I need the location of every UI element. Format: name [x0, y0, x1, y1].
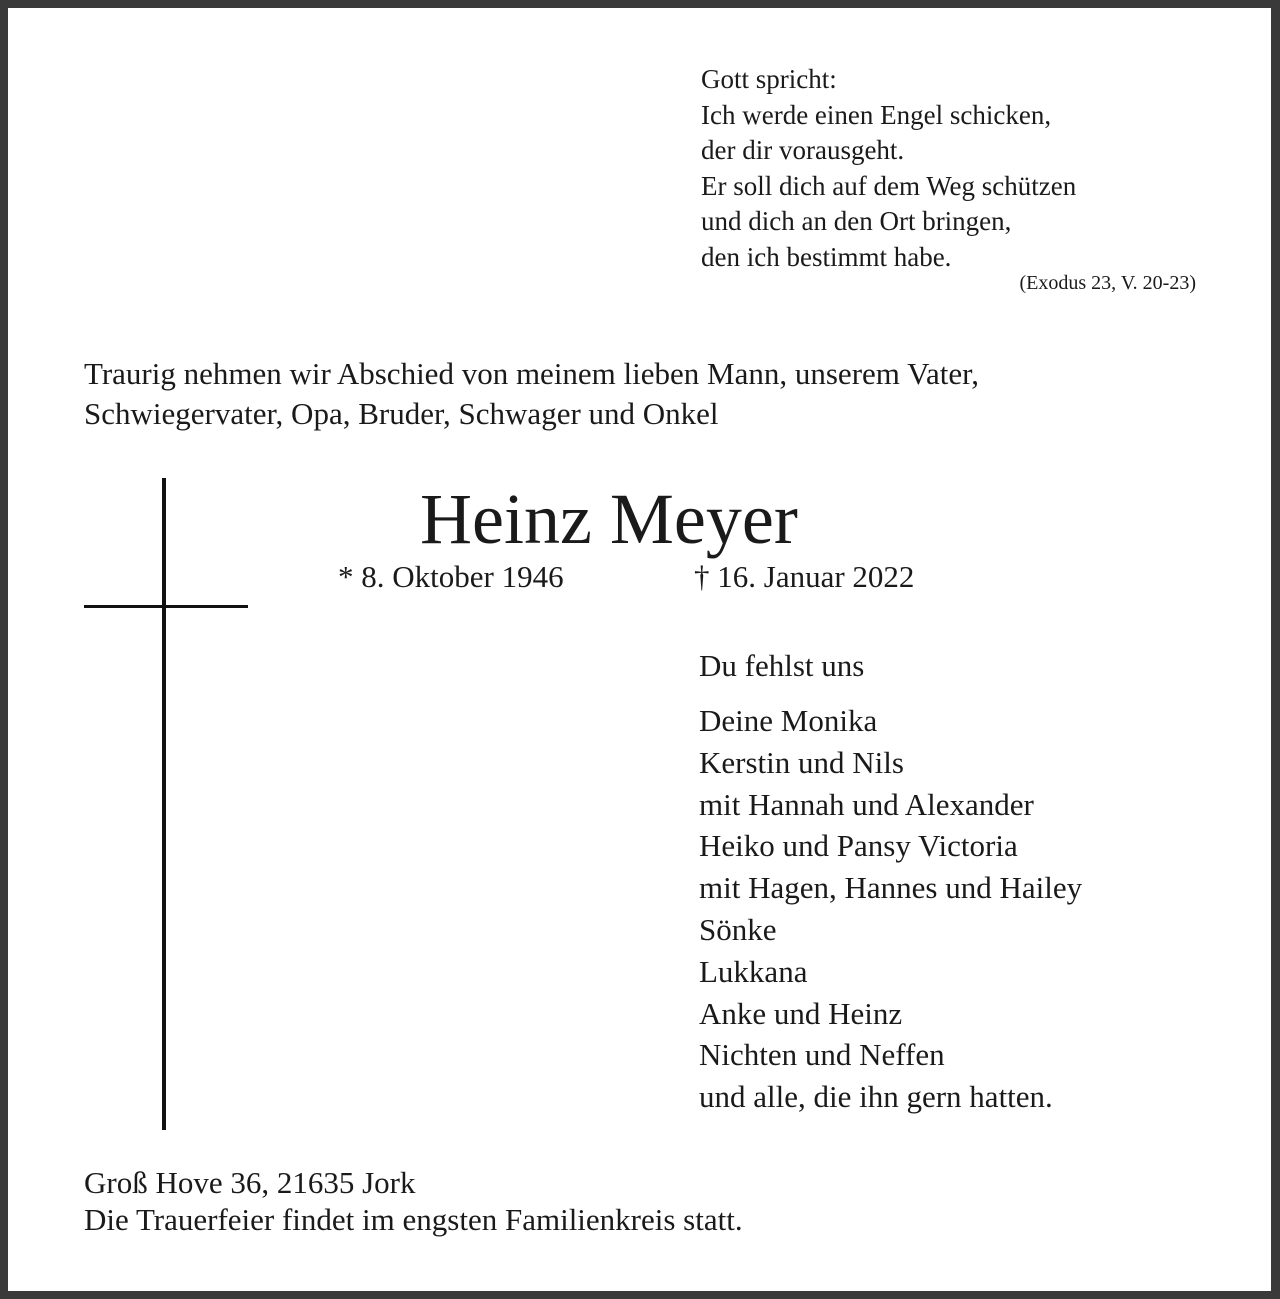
verse-line: der dir vorausgeht.: [701, 135, 905, 165]
missed-text: Du fehlst uns: [699, 648, 865, 683]
death-date: † 16. Januar 2022: [694, 559, 915, 594]
mourner-line: mit Hagen, Hannes und Hailey: [699, 870, 1083, 906]
mourners-list: [699, 700, 1082, 1118]
address: Groß Hove 36, 21635 Jork: [84, 1165, 416, 1200]
verse-source: (Exodus 23, V. 20-23): [1019, 272, 1196, 294]
mourner-line: Lukkana: [699, 953, 808, 989]
intro-line: Traurig nehmen wir Abschied von meinem lieben Mann, unserem Vater,: [84, 356, 979, 391]
verse-line: den ich bestimmt habe.: [701, 241, 952, 272]
mourner-line: Deine Monika: [699, 703, 878, 738]
footer: [84, 1164, 743, 1238]
bible-verse: [701, 62, 1076, 275]
verse-line: Ich werde einen Engel schicken,: [701, 99, 1052, 130]
verse-line: Er soll dich auf dem Weg schützen: [701, 170, 1077, 201]
mourner-line: mit Hannah und Alexander: [699, 786, 1034, 822]
intro-line: Schwiegervater, Opa, Bruder, Schwager und Onkel: [84, 396, 719, 431]
mourner-line: Heiko und Pansy Victoria: [699, 828, 1018, 864]
mourner-line: und alle, die ihn gern hatten.: [699, 1079, 1053, 1115]
mourner-line: Anke und Heinz: [699, 995, 903, 1031]
mourner-line: Nichten und Neffen: [699, 1037, 945, 1073]
funeral-note: Die Trauerfeier findet im engsten Familienkreis statt.: [84, 1202, 743, 1237]
cross-icon: [162, 478, 166, 1130]
cross-icon-bar: [84, 605, 248, 608]
obituary-notice: [8, 8, 1271, 1291]
birth-date: * 8. Oktober 1946: [338, 559, 564, 594]
intro-text: [84, 354, 979, 434]
mourner-line: Kerstin und Nils: [699, 744, 904, 780]
deceased-name: Heinz Meyer: [420, 479, 798, 559]
verse-line: Gott spricht:: [701, 64, 837, 94]
mourner-line: Sönke: [699, 911, 777, 947]
verse-line: und dich an den Ort bringen,: [701, 206, 1012, 236]
